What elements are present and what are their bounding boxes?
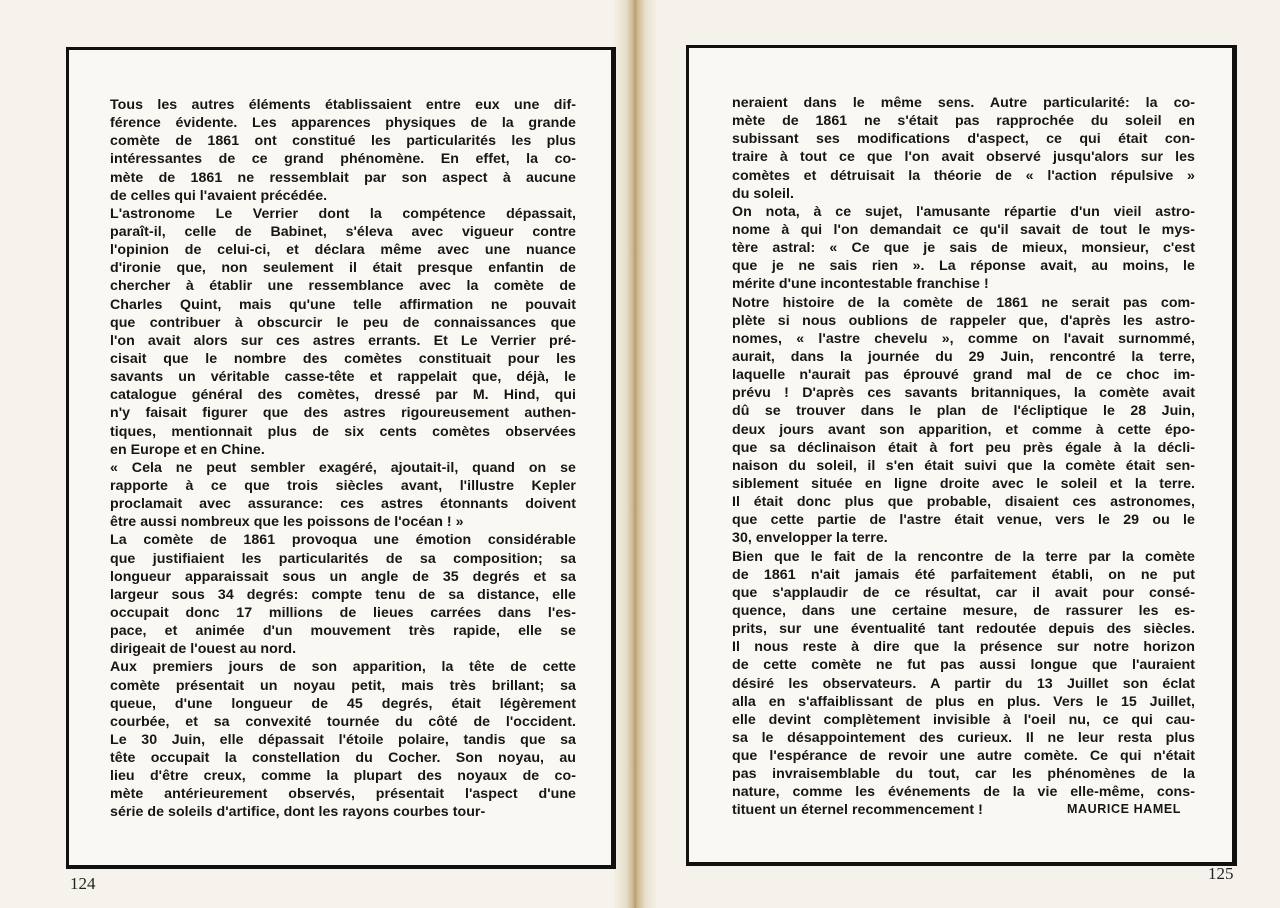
- left_page-line: proclamait avec assurance: ces astres étonnants doivent: [110, 496, 576, 513]
- left_page-line: mète antérieurement observés, présentait l'aspect d'une: [110, 786, 576, 803]
- right-page-text: [732, 94, 1195, 820]
- left_page-line: « Cela ne peut sembler exagéré, ajoutait-il, quand on se: [110, 459, 576, 476]
- author-signature: MAURICE HAMEL: [1067, 802, 1182, 816]
- right_page-line: que je ne sais rien ». La réponse avait, au moins, le: [732, 258, 1195, 275]
- right_page-line: subissant ses modifications d'aspect, ce qui était con-: [732, 131, 1195, 148]
- right_page-line: dû se trouver dans le plan de l'écliptique le 28 Juin,: [732, 403, 1195, 420]
- right_page-line: Bien que le fait de la rencontre de la terre par la comète: [732, 548, 1195, 565]
- left_page-line: l'on avait alors sur ces astres errants. Et Le Verrier pré-: [110, 332, 576, 349]
- left_page-line: longueur apparaissait sous un angle de 35 degrés et sa: [110, 568, 576, 585]
- left_page-line: rapporte à ce que trois siècles avant, l'illustre Kepler: [110, 477, 576, 494]
- left_page-line: savants un véritable casse-tête et rappelait que, déjà, le: [110, 369, 576, 386]
- left_page-line: Charles Quint, mais qu'une telle affirmation ne pouvait: [110, 296, 576, 313]
- left_page-line: tête occupait la constellation du Cocher. Son noyau, au: [110, 750, 576, 767]
- left_page-line: lieu d'être creux, comme la plupart des noyaux de co-: [110, 768, 576, 785]
- left_page-line: cisait que le nombre des comètes constituait pour les: [110, 350, 576, 367]
- left_page-line: Aux premiers jours de son apparition, la tête de cette: [110, 659, 576, 676]
- right_page-line: que s'applaudir de ce résultat, car il avait pour consé-: [732, 584, 1195, 601]
- right_page-line: alla en s'affaiblissant de plus en plus. Vers le 15 Juillet,: [732, 693, 1195, 710]
- right_page-line: comètes et détruisait la théorie de « l'action répulsive »: [732, 167, 1195, 184]
- left_page-line: mète de 1861 ne ressemblait par son aspect à aucune: [110, 169, 576, 186]
- left-page-text: [110, 96, 576, 822]
- left_page-line: dirigeait de l'ouest au nord.: [110, 641, 297, 658]
- left_page-line: tiques, mentionnait plus de six cents comètes observées: [110, 423, 576, 440]
- right_page-line: traire à tout ce que l'on avait observé jusqu'alors sur les: [732, 149, 1195, 166]
- right_page-line: que l'espérance de revoir une autre comète. Ce qui n'était: [732, 748, 1195, 765]
- right_page-line: aurait, dans la journée du 29 Juin, rencontré la terre,: [732, 348, 1195, 365]
- right_page-line: Il nous reste à dire que la présence sur notre horizon: [732, 639, 1195, 656]
- right_page-line: deux jours avant son apparition, et comme à cette épo-: [732, 421, 1195, 438]
- left_page-line: comète présentait un noyau petit, mais très brillant; sa: [110, 677, 576, 694]
- left_page-line: La comète de 1861 provoqua une émotion considérable: [110, 532, 576, 549]
- left_page-line: catalogue général des comètes, dressé par M. Hind, qui: [110, 387, 576, 404]
- left_page-line: n'y faisait figurer que des astres rigoureusement authen-: [110, 405, 576, 422]
- right_page-line: Notre histoire de la comète de 1861 ne serait pas com-: [732, 294, 1195, 311]
- right_page-line: nature, comme les événements de la vie elle-même, cons-: [732, 784, 1195, 801]
- right_page-line: prévu ! D'après ces savants britanniques, la comète avait: [732, 385, 1195, 402]
- right_page-line: elle devint complètement invisible à l'oeil nu, ce qui cau-: [732, 711, 1195, 728]
- right_page-line: prits, sur une éventualité tant redoutée depuis des siècles.: [732, 621, 1195, 638]
- right_page-line: de cette comète ne fut pas aussi longue que l'auraient: [732, 657, 1195, 674]
- right_page-line: désiré les observateurs. A partir du 13 Juillet son éclat: [732, 675, 1195, 692]
- right_page-line: tère astral: « Ce que je sais de mieux, monsieur, c'est: [732, 240, 1195, 257]
- right_page-line: pas invraisemblable du tout, car les phénomènes de la: [732, 766, 1195, 783]
- left_page-line: être aussi nombreux que les poissons de l'océan ! »: [110, 514, 464, 531]
- page-number-right: 125: [1208, 864, 1234, 883]
- right_page-line: plète si nous oublions de rappeler que, d'après les astro-: [732, 312, 1195, 329]
- page-number-left: 124: [70, 874, 96, 893]
- left_page-line: intéressantes de ce grand phénomène. En effet, la co-: [110, 151, 576, 168]
- left_page-line: pace, et animée d'un mouvement très rapide, elle se: [110, 623, 576, 640]
- left_page-line: occupait donc 17 millions de lieues carrées dans l'es-: [110, 604, 576, 621]
- right_page-line: que sa déclinaison était à fort peu près égale à la décli-: [732, 439, 1195, 456]
- right_page-line: laquelle n'aurait pas éprouvé grand mal de ce choc im-: [732, 367, 1195, 384]
- right_page-line: nomes, « l'astre chevelu », comme on l'avait surnommé,: [732, 330, 1195, 347]
- left_page-line: que contribuer à obscurcir le peu de connaissances que: [110, 314, 576, 331]
- right_page-line: neraient dans le même sens. Autre particularité: la co-: [732, 95, 1195, 111]
- left_page-line: paraît-il, celle de Babinet, s'éleva avec vigueur contre: [110, 223, 576, 240]
- right_page-line: 30, envelopper la terre.: [732, 530, 888, 547]
- right_page-line: On nota, à ce sujet, l'amusante répartie d'un vieil astro-: [732, 203, 1195, 220]
- right_page-line: de 1861 n'ait jamais été parfaitement établi, on ne put: [732, 566, 1195, 583]
- left_page-line: chercher à établir une ressemblance avec la comète de: [110, 278, 576, 295]
- left_page-line: largeur sous 34 degrés: compte tenu de sa distance, elle: [110, 586, 576, 603]
- left_page-line: courbée, et sa convexité tournée du côté de l'occident.: [110, 713, 576, 730]
- right_page-line: que cette partie de l'astre était venue, vers le 29 ou le: [732, 512, 1195, 529]
- left_page-line: de celles qui l'avaient précédée.: [110, 187, 328, 204]
- left_page-line: férence évidente. Les apparences physiques de la grande: [110, 115, 576, 132]
- left_page-line: Tous les autres éléments établissaient entre eux une dif-: [110, 97, 576, 113]
- right_page-line: mérite d'une incontestable franchise !: [732, 276, 989, 293]
- left_page-line: l'opinion de celui-ci, et déclara même avec une nuance: [110, 242, 576, 259]
- right_page-line: naison du soleil, il s'en était suivi que la comète était sen-: [732, 457, 1195, 474]
- left_page-line: série de soleils d'artifice, dont les rayons courbes tour-: [110, 804, 486, 821]
- right_page-line: tituent un éternel recommencement !: [732, 802, 983, 819]
- book-gutter: [614, 0, 656, 908]
- right_page-line: siblement située en ligne droite avec le soleil et la terre.: [732, 475, 1195, 492]
- left_page-line: L'astronome Le Verrier dont la compétence dépassait,: [110, 205, 576, 222]
- left_page-line: en Europe et en Chine.: [110, 441, 265, 458]
- left_page-line: queue, d'une longueur de 45 degrés, était légèrement: [110, 695, 576, 712]
- right_page-line: mète de 1861 ne s'était pas rapprochée du soleil en: [732, 113, 1195, 130]
- left_page-line: que justifiaient les particularités de sa composition; sa: [110, 550, 576, 567]
- left_page-line: Le 30 Juin, elle dépassait l'étoile polaire, tandis que sa: [110, 731, 576, 748]
- right_page-line: quence, dans une certaine mesure, de rassurer les es-: [732, 602, 1195, 619]
- right_page-line: du soleil.: [732, 185, 794, 202]
- right_page-line: sa le désappointement des curieux. Il ne leur resta plus: [732, 729, 1195, 746]
- left_page-line: d'ironie que, non seulement il était presque enfantin de: [110, 260, 576, 277]
- right_page-line: nome à qui l'on demandait ce qu'il savait de tout le mys-: [732, 221, 1195, 238]
- right_page-line: Il était donc plus que probable, disaient ces astronomes,: [732, 494, 1195, 511]
- left_page-line: comète de 1861 ont constitué les particularités les plus: [110, 133, 576, 150]
